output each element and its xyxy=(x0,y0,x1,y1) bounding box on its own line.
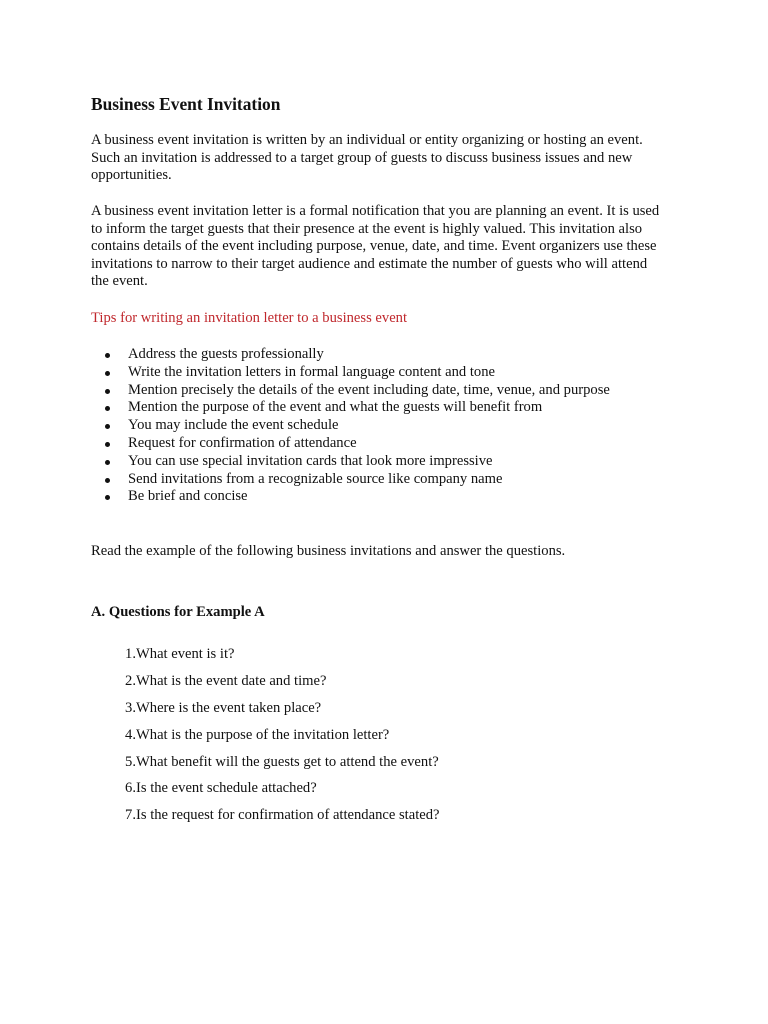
list-item xyxy=(91,488,610,506)
list-item xyxy=(91,346,610,364)
bullet-icon xyxy=(105,353,110,358)
list-item-text: Mention precisely the details of the event including date, time, venue, and purpose xyxy=(128,381,610,398)
question-item xyxy=(91,672,327,700)
intro-paragraph xyxy=(91,132,691,185)
list-item-text: Send invitations from a recognizable source like company name xyxy=(128,470,503,487)
question-number: 1. xyxy=(125,646,136,662)
bullet-icon xyxy=(105,371,110,376)
list-item xyxy=(91,435,610,453)
list-item-text: Request for confirmation of attendance xyxy=(128,434,357,451)
bullet-icon xyxy=(105,424,110,429)
question-item xyxy=(91,753,439,781)
question-number: 3. xyxy=(125,699,136,716)
bullet-icon xyxy=(105,389,110,394)
page-title: Business Event Invitation xyxy=(91,94,281,114)
list-item xyxy=(91,364,610,382)
question-text: What event is it? xyxy=(136,646,235,662)
list-item-text: Address the guests professionally xyxy=(128,346,324,362)
question-number: 6. xyxy=(125,780,136,797)
question-text: What is the purpose of the invitation letter? xyxy=(136,726,390,743)
list-item-text: You may include the event schedule xyxy=(128,417,339,434)
list-item xyxy=(91,417,610,435)
question-item xyxy=(91,807,440,834)
question-text: What is the event date and time? xyxy=(136,672,327,689)
list-item xyxy=(91,382,610,400)
paragraph-line: Such an invitation is addressed to a target group of guests to discuss business issues and new xyxy=(91,149,633,166)
list-item xyxy=(91,453,610,471)
paragraph-line: invitations to narrow to their target audience and estimate the number of guests who will attend xyxy=(91,255,648,272)
question-number: 5. xyxy=(125,753,136,770)
list-item-text: Mention the purpose of the event and what the guests will benefit from xyxy=(128,399,543,416)
paragraph-line: opportunities. xyxy=(91,167,172,184)
question-item xyxy=(91,699,322,727)
paragraph-line: A business event invitation is written by an individual or entity organizing or hosting an event. xyxy=(91,132,643,148)
question-text: Is the request for confirmation of attendance stated? xyxy=(136,807,440,824)
question-number: 7. xyxy=(125,807,136,824)
bullet-icon xyxy=(105,460,110,465)
section-heading: A. Questions for Example A xyxy=(91,604,265,620)
list-item-text: Be brief and concise xyxy=(128,488,248,505)
list-item xyxy=(91,471,610,489)
question-number: 2. xyxy=(125,672,136,689)
bullet-icon xyxy=(105,406,110,411)
question-item xyxy=(91,726,390,754)
question-number: 4. xyxy=(125,726,136,743)
question-item xyxy=(91,646,235,673)
paragraph-line: to inform the target guests that their presence at the event is highly valued. This invitation also xyxy=(91,220,643,237)
bullet-icon xyxy=(105,495,110,500)
questions-list xyxy=(91,646,440,834)
bullet-icon xyxy=(105,442,110,447)
paragraph-line: contains details of the event including purpose, venue, date, and time. Event organizers use these xyxy=(91,238,657,255)
list-item-text: You can use special invitation cards that look more impressive xyxy=(128,452,493,469)
instruction-text: Read the example of the following business invitations and answer the questions. xyxy=(91,543,566,559)
question-item xyxy=(91,780,317,807)
description-paragraph xyxy=(91,203,691,291)
tips-heading: Tips for writing an invitation letter to a business event xyxy=(91,310,408,326)
paragraph-line: the event. xyxy=(91,273,148,290)
question-text: What benefit will the guests get to attend the event? xyxy=(136,753,439,770)
list-item xyxy=(91,399,610,417)
list-item-text: Write the invitation letters in formal language content and tone xyxy=(128,363,495,380)
bullet-icon xyxy=(105,478,110,483)
question-text: Is the event schedule attached? xyxy=(136,780,317,797)
paragraph-line: A business event invitation letter is a formal notification that you are planning an event. It is used xyxy=(91,203,660,219)
tips-list xyxy=(91,346,610,506)
question-text: Where is the event taken place? xyxy=(136,699,322,716)
